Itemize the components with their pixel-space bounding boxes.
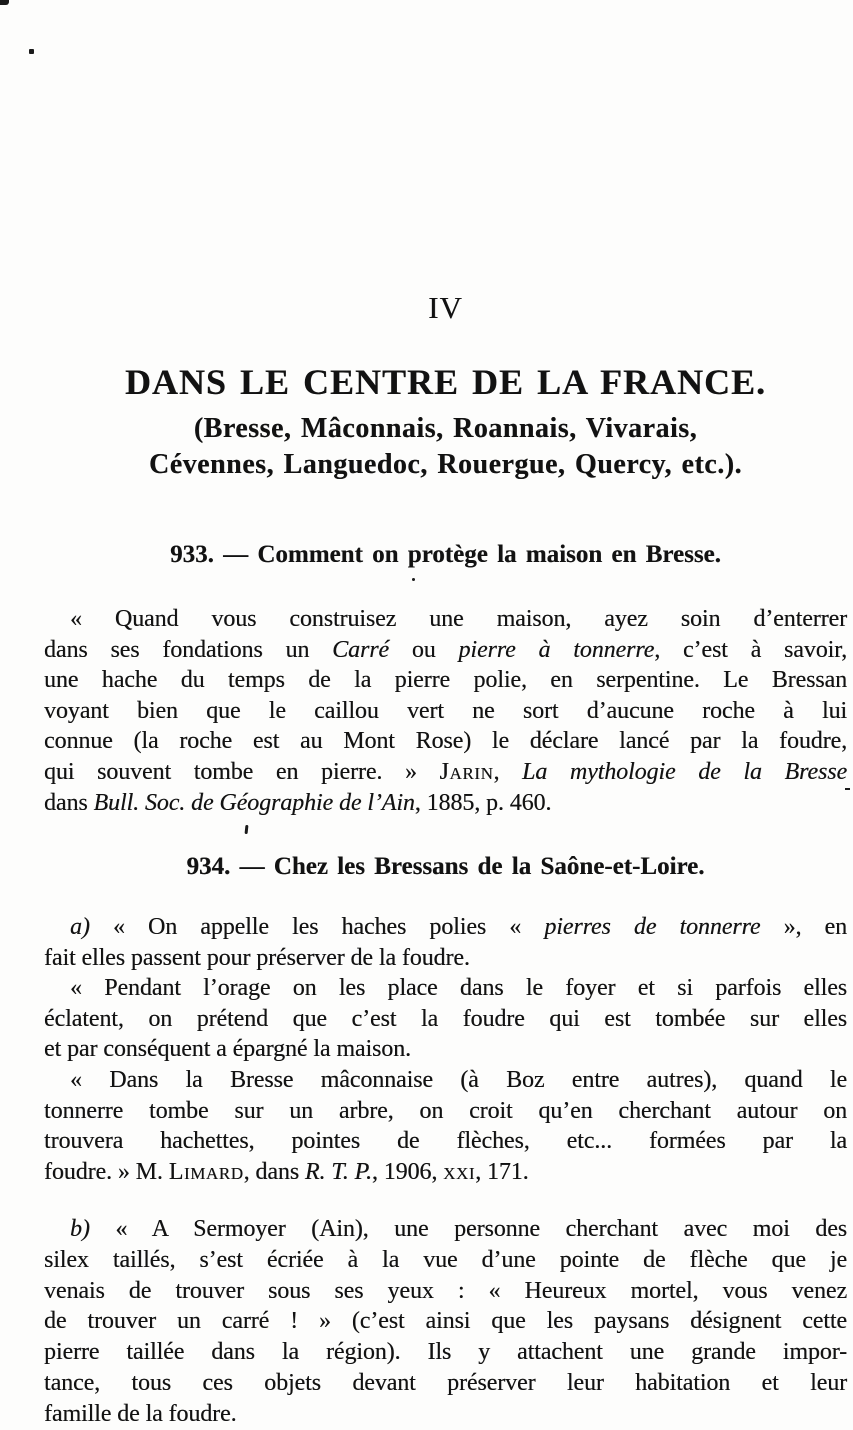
text-segment: tance, tous ces objets devant préserver leur habitation et leur bbox=[44, 1369, 847, 1396]
text-segment: », en bbox=[760, 914, 847, 940]
text-line bbox=[44, 912, 847, 943]
text-segment: trouvera hachettes, pointes de flèches, etc... formées par la bbox=[44, 1128, 847, 1155]
text-segment: connue (la roche est au Mont Rose) le déclare lancé par la foudre, bbox=[44, 728, 847, 755]
text-line bbox=[44, 1126, 847, 1157]
text-line bbox=[44, 1337, 847, 1368]
text-segment: Jarin bbox=[439, 758, 494, 785]
text-line bbox=[44, 788, 847, 819]
text-line bbox=[44, 1096, 847, 1127]
text-segment: fait elles passent pour préserver de la foudre. bbox=[44, 944, 470, 971]
text-segment: xxi bbox=[443, 1158, 476, 1185]
ink-speck bbox=[245, 825, 249, 834]
text-line bbox=[44, 1306, 847, 1337]
text-segment: Limard bbox=[168, 1158, 244, 1185]
text-segment: , c’est à savoir, bbox=[654, 636, 847, 663]
text-line bbox=[44, 726, 847, 757]
text-line bbox=[44, 757, 847, 788]
text-segment: silex taillés, s’est écriée à la vue d’une pointe de flèche que je bbox=[44, 1246, 847, 1273]
text-segment: de trouver un carré ! » (c’est ainsi que les paysans désignent cette bbox=[44, 1308, 847, 1335]
text-segment: qui souvent tombe en pierre. » bbox=[44, 758, 440, 785]
ink-speck bbox=[412, 578, 415, 581]
text-line bbox=[44, 1214, 847, 1245]
text-line bbox=[44, 1034, 847, 1065]
section-934-paragraph-b bbox=[44, 1214, 847, 1430]
section-heading-934: 934. — Chez les Bressans de la Saône-et-Loire. bbox=[186, 853, 705, 880]
text-segment: pierre à tonnerre bbox=[458, 636, 655, 663]
text-line bbox=[44, 665, 847, 696]
text-segment: « Dans la Bresse mâconnaise (à Boz entre autres), quand le bbox=[70, 1066, 847, 1093]
text-segment: pierres de tonnerre bbox=[544, 914, 761, 940]
ink-speck bbox=[29, 49, 34, 54]
text-line bbox=[44, 1004, 847, 1035]
text-line bbox=[44, 1399, 847, 1430]
page-subtitle-line-1: (Bresse, Mâconnais, Roannais, Vivarais, bbox=[193, 413, 698, 444]
text-segment: venais de trouver sous ses yeux : « Heureux mortel, vous venez bbox=[44, 1277, 847, 1304]
text-segment: , dans bbox=[243, 1158, 305, 1185]
text-segment: , 171. bbox=[475, 1158, 529, 1185]
text-line bbox=[44, 1065, 847, 1096]
text-segment: Bull. Soc. de Géographie de l’Ain bbox=[93, 789, 415, 816]
text-line bbox=[44, 973, 847, 1004]
section-934-paragraph-a bbox=[44, 912, 847, 1187]
section-933-paragraph bbox=[44, 604, 847, 818]
text-segment: éclatent, on prétend que c’est la foudre qui est tombée sur elles bbox=[44, 1005, 847, 1032]
text-segment: et par conséquent a épargné la maison. bbox=[44, 1036, 411, 1063]
text-line bbox=[44, 943, 847, 974]
page-subtitle-line-2: Cévennes, Languedoc, Rouergue, Quercy, etc.). bbox=[148, 449, 743, 480]
text-line bbox=[44, 1245, 847, 1276]
text-segment: b) bbox=[70, 1216, 90, 1242]
text-segment: ou bbox=[388, 636, 459, 663]
text-line bbox=[44, 604, 847, 635]
text-line bbox=[44, 1368, 847, 1399]
text-segment: famille de la foudre. bbox=[44, 1400, 237, 1427]
text-segment: La mythologie de la Bresse bbox=[522, 758, 847, 785]
text-line bbox=[44, 635, 847, 666]
text-segment: pierre taillée dans la région). Ils y attachent une grande impor- bbox=[44, 1339, 847, 1366]
text-line bbox=[44, 1157, 847, 1188]
chapter-number: IV bbox=[428, 290, 463, 325]
section-heading-933: 933. — Comment on protège la maison en Bresse. bbox=[170, 541, 721, 568]
text-line bbox=[44, 1276, 847, 1307]
text-segment: « Pendant l’orage on les place dans le foyer et si parfois elles bbox=[70, 975, 847, 1002]
page-title: DANS LE CENTRE DE LA FRANCE. bbox=[124, 362, 767, 402]
text-segment: « On appelle les haches polies « bbox=[89, 914, 545, 940]
text-segment: tonnerre tombe sur un arbre, on croit qu’en cherchant autour on bbox=[44, 1097, 847, 1124]
text-segment: Carré bbox=[332, 636, 389, 663]
text-segment: a) bbox=[70, 914, 90, 940]
text-segment: foudre. » M. bbox=[44, 1158, 169, 1185]
text-segment: R. T. P. bbox=[304, 1158, 372, 1185]
text-segment: , bbox=[493, 758, 523, 785]
text-line bbox=[44, 696, 847, 727]
ink-speck bbox=[0, 0, 9, 5]
text-segment: une hache du temps de la pierre polie, en serpentine. Le Bressan bbox=[44, 667, 847, 694]
text-segment: voyant bien que le caillou vert ne sort d’aucune roche à lui bbox=[44, 697, 847, 724]
text-segment: « Quand vous construisez une maison, ayez soin d’enterrer bbox=[70, 606, 847, 632]
text-segment: , 1906, bbox=[371, 1158, 444, 1185]
text-segment: « A Sermoyer (Ain), une personne cherchant avec moi des bbox=[89, 1216, 847, 1242]
text-segment: dans bbox=[44, 789, 94, 816]
text-segment: , 1885, p. 460. bbox=[414, 789, 552, 816]
text-segment: dans ses fondations un bbox=[44, 636, 333, 663]
